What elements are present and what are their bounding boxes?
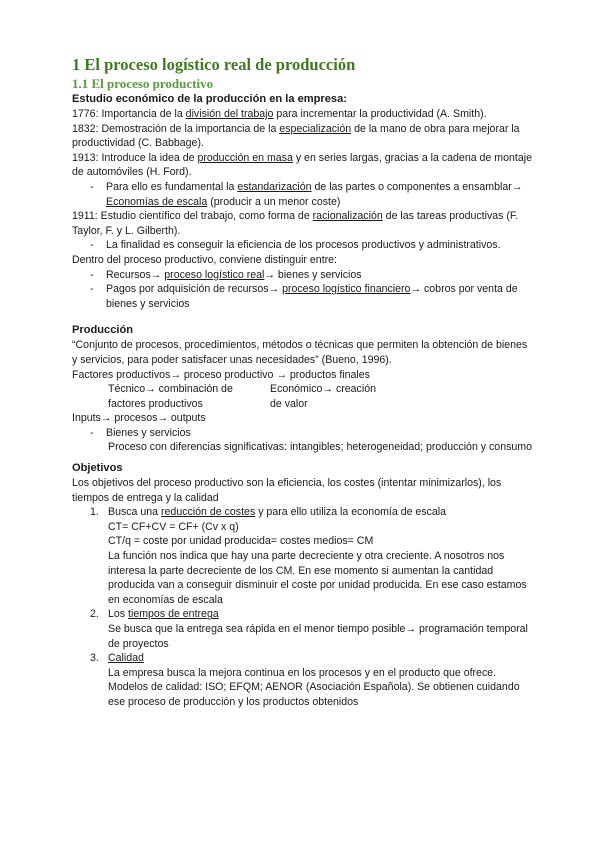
numbered-item-1: 1. Busca una reducción de costes y para ello utiliza la economía de escala: [90, 506, 447, 519]
list-item: - La finalidad es conseguir la eficiencia de los procesos productivos y administrativos.: [90, 239, 501, 252]
quote-definition: “Conjunto de procesos, procedimientos, métodos o técnicas que permiten la obtención de bienes y servicios, para poder satisfacer unas necesidades” (Bueno, 1996).: [72, 339, 528, 366]
heading-1: 1 El proceso logístico real de producción: [72, 55, 356, 74]
document-page: [72, 54, 532, 710]
paragraph-1776: 1776: Importancia de la división del trabajo para incrementar la productividad (A. Smith).: [72, 108, 487, 120]
formula-cm: CT/q = coste por unidad producida= costes medios= CM: [108, 535, 374, 548]
item-3-paragraph: La empresa busca la mejora continua en los procesos y en el producto que ofrece. Modelos de calidad: ISO; EFQM; AENOR (Asociación Española). Se obtienen cuidando ese proceso de producción y los productos obtenidos: [108, 666, 520, 708]
section-title-objetivos: Objetivos: [72, 462, 123, 475]
economico-line-1: Económico→ creación: [270, 383, 376, 396]
numbered-item-2: 2. Los tiempos de entrega: [90, 608, 219, 621]
tecnico-economico-block: [72, 382, 532, 411]
tecnico-line-1: Técnico→ combinación de: [108, 383, 233, 396]
item-2-paragraph: Se busca que la entrega sea rápida en el menor tiempo posible→ programación temporal de proyectos: [108, 623, 528, 650]
tecnico-line-2: factores productivos: [108, 397, 203, 410]
economico-line-2: de valor: [270, 397, 308, 410]
list-item: - Recursos→ proceso logístico real→ bienes y servicios: [90, 268, 362, 281]
factores-line: Factores productivos→ proceso productivo → productos finales: [72, 368, 370, 381]
paragraph-within: Dentro del proceso productivo, conviene distinguir entre:: [72, 253, 337, 266]
formula-ct: CT= CF+CV = CF+ (Cv x q): [108, 520, 239, 533]
paragraph-1913: 1913: Introduce la idea de producción en masa y en series largas, gracias a la cadena de montaje de automóviles (H. Ford).: [72, 151, 532, 179]
list-item: - Para ello es fundamental la estandarización de las partes o componentes a ensamblar→ Economías de escala (producir a un menor coste): [90, 180, 523, 208]
diferencias-text: Proceso con diferencias significativas: intangibles; heterogeneidad; producción y consumo: [108, 441, 532, 454]
item-1-paragraph: La función nos indica que hay una parte decreciente y otra creciente. A nosotros nos interesa la parte decreciente de los CM. En ese momento si aumentan la cantidad producida van a conseguir disminuir el coste por unidad producida. En ese caso estamos en economías de escala: [108, 550, 527, 606]
section-title-estudio: Estudio económico de la producción en la empresa:: [72, 93, 347, 105]
heading-2: 1.1 El proceso productivo: [72, 76, 214, 91]
numbered-item-3: 3. Calidad: [90, 652, 144, 665]
paragraph-1911: 1911: Estudio científico del trabajo, como forma de racionalización de las tareas productivas (F. Taylor, F. y L. Gilberth).: [72, 210, 519, 237]
objetivos-intro: Los objetivos del proceso productivo son la eficiencia, los costes (intentar minimizarlos), los tiempos de entrega y la calidad: [72, 477, 502, 504]
inputs-line: Inputs→ procesos→ outputs: [72, 412, 206, 425]
list-item: - Pagos por adquisición de recursos→ proceso logístico financiero→ cobros por venta de bienes y servicios: [90, 283, 518, 310]
paragraph-1832: 1832: Demostración de la importancia de la especialización de la mano de obra para mejorar la productividad (C. Babbage).: [72, 122, 520, 150]
list-item: - Bienes y servicios: [90, 426, 191, 439]
section-title-produccion: Producción: [72, 324, 134, 337]
